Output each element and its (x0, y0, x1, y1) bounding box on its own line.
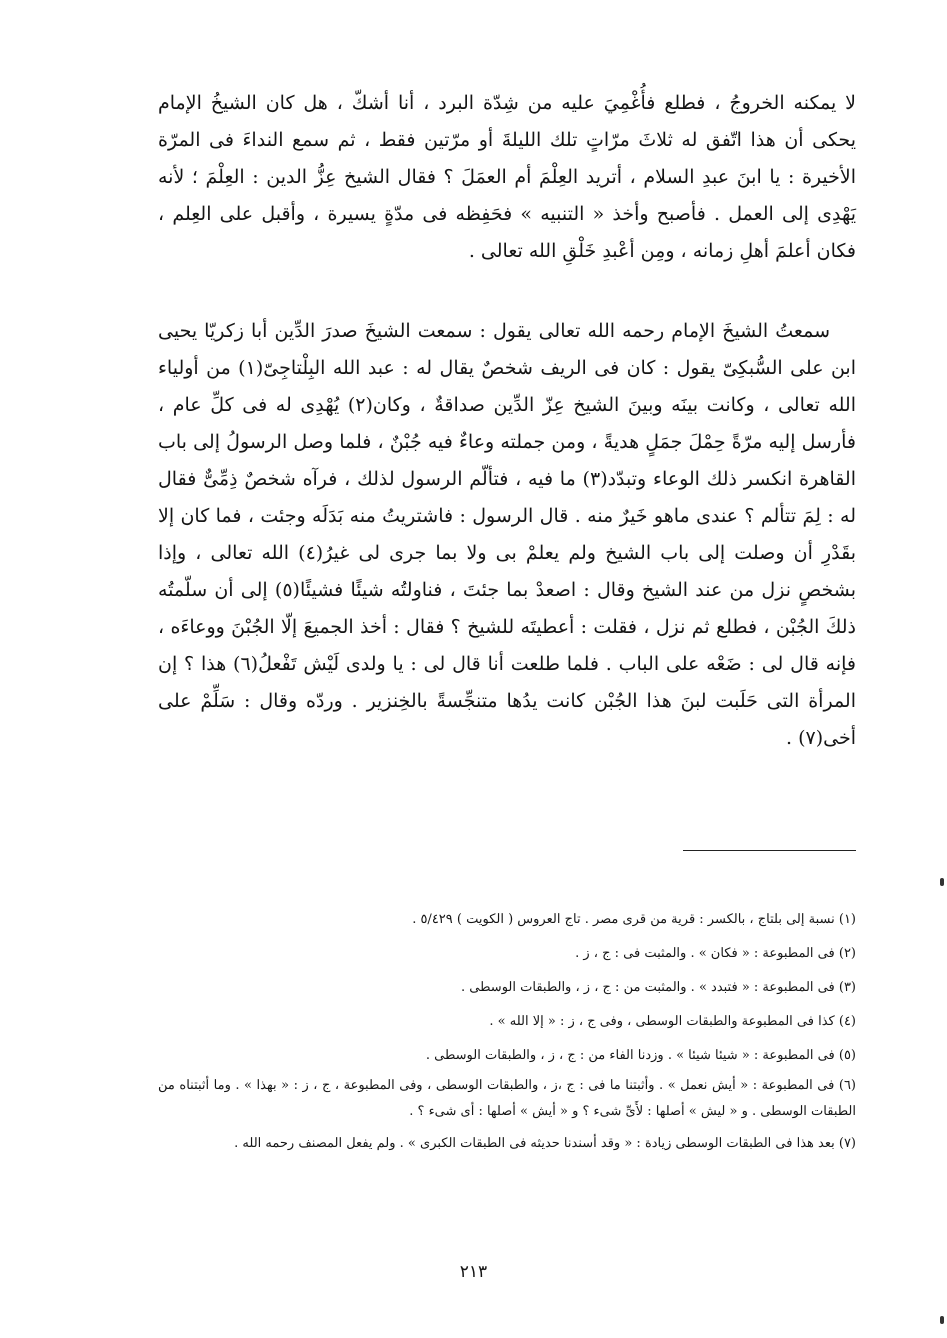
footnote-2: (٢) فى المطبوعة : « فكان » . والمثبت فى : ج ، ز . (575, 946, 856, 961)
footnote-7: (٧) بعد هذا فى الطبقات الوسطى زيادة : « وقد أسندنا حديثه فى الطبقات الكبرى » . ولم يفعل المصنف رحمه الله . (234, 1136, 856, 1151)
footnotes-section (158, 903, 856, 1163)
scan-edge-mark (940, 1316, 944, 1324)
scan-edge-mark (940, 878, 944, 886)
footnote-1: (١) نسبة إلى بلتاج ، بالكسر : قرية من قرى مصر . تاج العروس ( الكويت ) ٥/٤٢٩ . (412, 912, 856, 927)
page-number: ٢١٣ (459, 1262, 488, 1282)
footnote-5: (٥) فى المطبوعة : « شيئا شيئا » . وزدنا الفاء من : ج ، ز ، والطبقات الوسطى . (425, 1048, 856, 1063)
footnote-separator (683, 850, 856, 851)
body-paragraph-2: سمعتُ الشيخَ الإمام رحمه الله تعالى يقول : سمعت الشيخَ صدرَ الدِّين أبا زكريّا يحيى ابن على السُّبكِىّ يقول : كان فى الريف شخصٌ يقال له : عبد الله البِلْتاجِىّ(١) من أولياء الله تعالى ، وكانت بينَه وبينَ الشيخ عِزّ الدِّين صداقةٌ ، وكان(٢) يُهْدِى له فى كلِّ عام ، فأرسل إليه مرّةً حِمْلَ جمَلٍ هديةً ، ومن جملته وعاءٌ فيه جُبْنٌ ، فلما وصل الرسولُ إلى باب القاهرة انكسر ذلك الوعاء وتبدّد(٣) ما فيه ، فتألّم الرسول لذلك ، فرآه شخصٌ ذِمِّىٌّ فقال له : لِمَ تتألم ؟ عندى ماهو خَيرٌ منه . قال الرسول : فاشتريتُ منه بَدَلَه وجئت ، فما كان إلا بقَدْرِ أن وصلت إلى باب الشيخ ولم يعلمْ بى ولا بما جرى لى غيرُ(٤) الله تعالى ، وإذا بشخصٍ نزل من عند الشيخ وقال : اصعدْ بما جئتَ ، فناولتُه شيئًا فشيئًا(٥) إلى أن سلّمتُه ذلكَ الجُبْن ، فطلع ثم نزل ، فقلت : أعطيتَه للشيخ ؟ فقال : أخذ الجميعَ إلّا الجُبْنَ ووعاءَه ، فإنه قال لى : ضَعْه على الباب . فلما طلعت أنا قال لى : يا ولدى لَيْش تَفْعلُ(٦) هذا ؟ إن المرأة التى حَلَبت لبنَ هذا الجُبْن كانت يدُها متنجِّسةً بالخِنزير . وردّه وقال : سَلِّمْ على أخى(٧) . (158, 320, 857, 749)
footnote-6: (٦) فى المطبوعة : « أيش نعمل » . وأثبتنا ما فى : ج ،ز ، والطبقات الوسطى ، وفى المطبوعة ، ج ، ز : « بهذا » . وما أثبتناه من الطبقات الوسطى . و « ليش » أصلها : لأَىِّ شىء ؟ و « أيش » أصلها : أى شىء ؟ . (158, 1078, 856, 1119)
body-paragraph-1: لا يمكنه الخروجُ ، فطلع فأُغْمِيَ عليه من شِدّة البرد ، أنا أشكّ ، هل كان الشيخُ الإمام يحكى أن هذا اتّفق له ثلاثَ مرّاتٍ تلك الليلةَ أو مرّتين فقط ، ثم سمع النداءَ فى المرّة الأخيرة : يا ابنَ عبدِ السلام ، أتريد العِلْمَ أم العمَلَ ؟ فقال الشيخ عِزُّ الدين : العِلْمَ ؛ لأنه يَهْدِى إلى العمل . فأصبح وأخذ « التنبيه » فحَفِظه فى مدّةٍ يسيرة ، وأقبل على العِلم ، فكان أعلمَ أهلِ زمانه ، ومِن أعْبدِ خَلْقِ الله تعالى . (158, 92, 856, 262)
footnote-3: (٣) فى المطبوعة : « فتبدد » . والمثبت من : ج ، ز ، والطبقات الوسطى . (461, 980, 856, 995)
footnote-4: (٤) كذا فى المطبوعة والطبقات الوسطى ، وفى ج ، ز : « إلا الله » . (489, 1014, 856, 1029)
